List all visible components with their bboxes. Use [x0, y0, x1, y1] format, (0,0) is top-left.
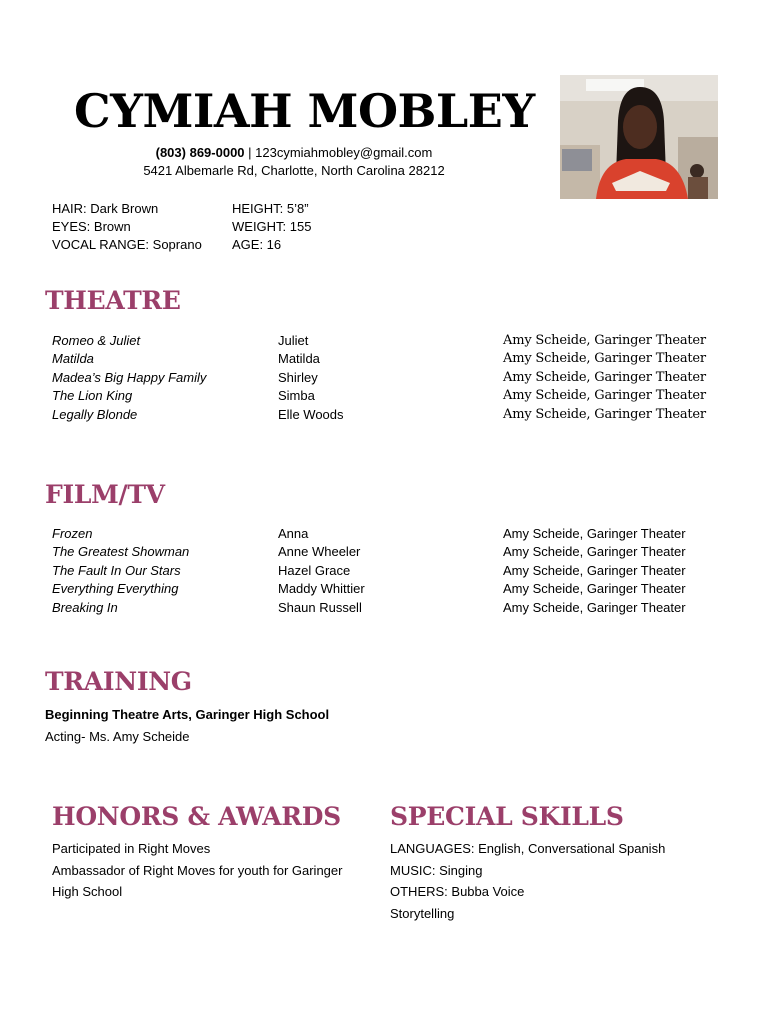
production-title: The Fault In Our Stars — [52, 562, 181, 578]
height: HEIGHT: 5’8” — [232, 201, 309, 216]
credit-row — [52, 580, 732, 598]
production-title: Madea’s Big Happy Family — [52, 369, 207, 385]
home-address: 5421 Albemarle Rd, Charlotte, North Carolina 28212 — [143, 163, 445, 178]
credit-row — [52, 406, 732, 424]
director-venue: Amy Scheide, Garinger Theater — [503, 599, 686, 615]
director-venue: Amy Scheide, Garinger Theater — [503, 544, 686, 560]
theatre-credits — [52, 332, 732, 424]
skill-storytelling: Storytelling — [390, 905, 455, 921]
role-name: Elle Woods — [278, 406, 344, 422]
production-title: Everything Everything — [52, 581, 179, 597]
role-name: Shaun Russell — [278, 599, 362, 615]
director-venue: Amy Scheide, Garinger Theater — [503, 526, 686, 541]
honors-list — [52, 838, 342, 903]
credit-row — [52, 350, 732, 368]
training-details — [45, 704, 329, 748]
director-venue: Amy Scheide, Garinger Theater — [503, 581, 686, 597]
role-name: Anne Wheeler — [278, 544, 361, 560]
role-name: Juliet — [278, 333, 309, 348]
production-title: Legally Blonde — [52, 406, 138, 422]
phone-number: (803) 869-0000 — [155, 145, 245, 160]
honors-heading: HONORS & AWARDS — [52, 802, 341, 831]
role-name: Hazel Grace — [278, 562, 351, 578]
physical-stats-left — [52, 200, 202, 254]
hair-color: HAIR: Dark Brown — [52, 201, 159, 216]
credit-row — [52, 387, 732, 405]
role-name: Maddy Whittier — [278, 581, 365, 597]
eye-color: EYES: Brown — [52, 219, 131, 234]
credit-row — [52, 525, 732, 543]
role-name: Matilda — [278, 351, 320, 367]
director-venue: Amy Scheide, Garinger Theater — [503, 351, 706, 367]
contact-phone-email — [70, 144, 518, 162]
production-title: The Greatest Showman — [52, 544, 190, 560]
vocal-range: VOCAL RANGE: Soprano — [52, 237, 202, 252]
production-title: Matilda — [52, 351, 94, 367]
credit-row — [52, 599, 732, 617]
director-venue: Amy Scheide, Garinger Theater — [503, 369, 706, 385]
production-title: Breaking In — [52, 599, 118, 615]
film-tv-heading: FILM/TV — [45, 480, 165, 509]
age: AGE: 16 — [232, 237, 282, 252]
honors-line: Ambassador of Right Moves for youth for Garinger — [52, 862, 343, 878]
director-venue: Amy Scheide, Garinger Theater — [503, 562, 686, 578]
honors-line: High School — [52, 884, 123, 899]
role-name: Simba — [278, 388, 315, 404]
weight: WEIGHT: 155 — [232, 219, 312, 234]
headshot-photo — [560, 75, 718, 199]
skill-others: OTHERS: Bubba Voice — [390, 884, 525, 899]
production-title: The Lion King — [52, 388, 133, 404]
credit-row — [52, 562, 732, 580]
role-name: Shirley — [278, 369, 318, 385]
theatre-heading: THEATRE — [45, 286, 181, 315]
physical-stats-right — [232, 200, 311, 254]
training-acting: Acting- Ms. Amy Scheide — [45, 729, 190, 744]
production-title: Romeo & Juliet — [52, 333, 141, 348]
role-name: Anna — [278, 526, 309, 541]
director-venue: Amy Scheide, Garinger Theater — [503, 406, 706, 422]
skill-music: MUSIC: Singing — [390, 862, 483, 878]
credit-row — [52, 369, 732, 387]
skill-languages: LANGUAGES: English, Conversational Spanish — [390, 841, 666, 856]
training-heading: TRAINING — [45, 667, 192, 696]
director-venue: Amy Scheide, Garinger Theater — [503, 333, 706, 348]
training-school: Beginning Theatre Arts, Garinger High School — [45, 707, 330, 722]
special-skills-list — [390, 838, 665, 924]
director-venue: Amy Scheide, Garinger Theater — [503, 388, 706, 404]
actor-name: CYMIAH MOBLEY — [74, 84, 535, 138]
production-title: Frozen — [52, 526, 93, 541]
film-tv-credits — [52, 525, 732, 617]
credit-row — [52, 332, 732, 350]
honors-line: Participated in Right Moves — [52, 841, 211, 856]
contact-separator: | — [244, 145, 256, 160]
credit-row — [52, 543, 732, 561]
special-skills-heading: SPECIAL SKILLS — [390, 802, 624, 831]
email-address: 123cymiahmobley@gmail.com — [255, 145, 433, 160]
